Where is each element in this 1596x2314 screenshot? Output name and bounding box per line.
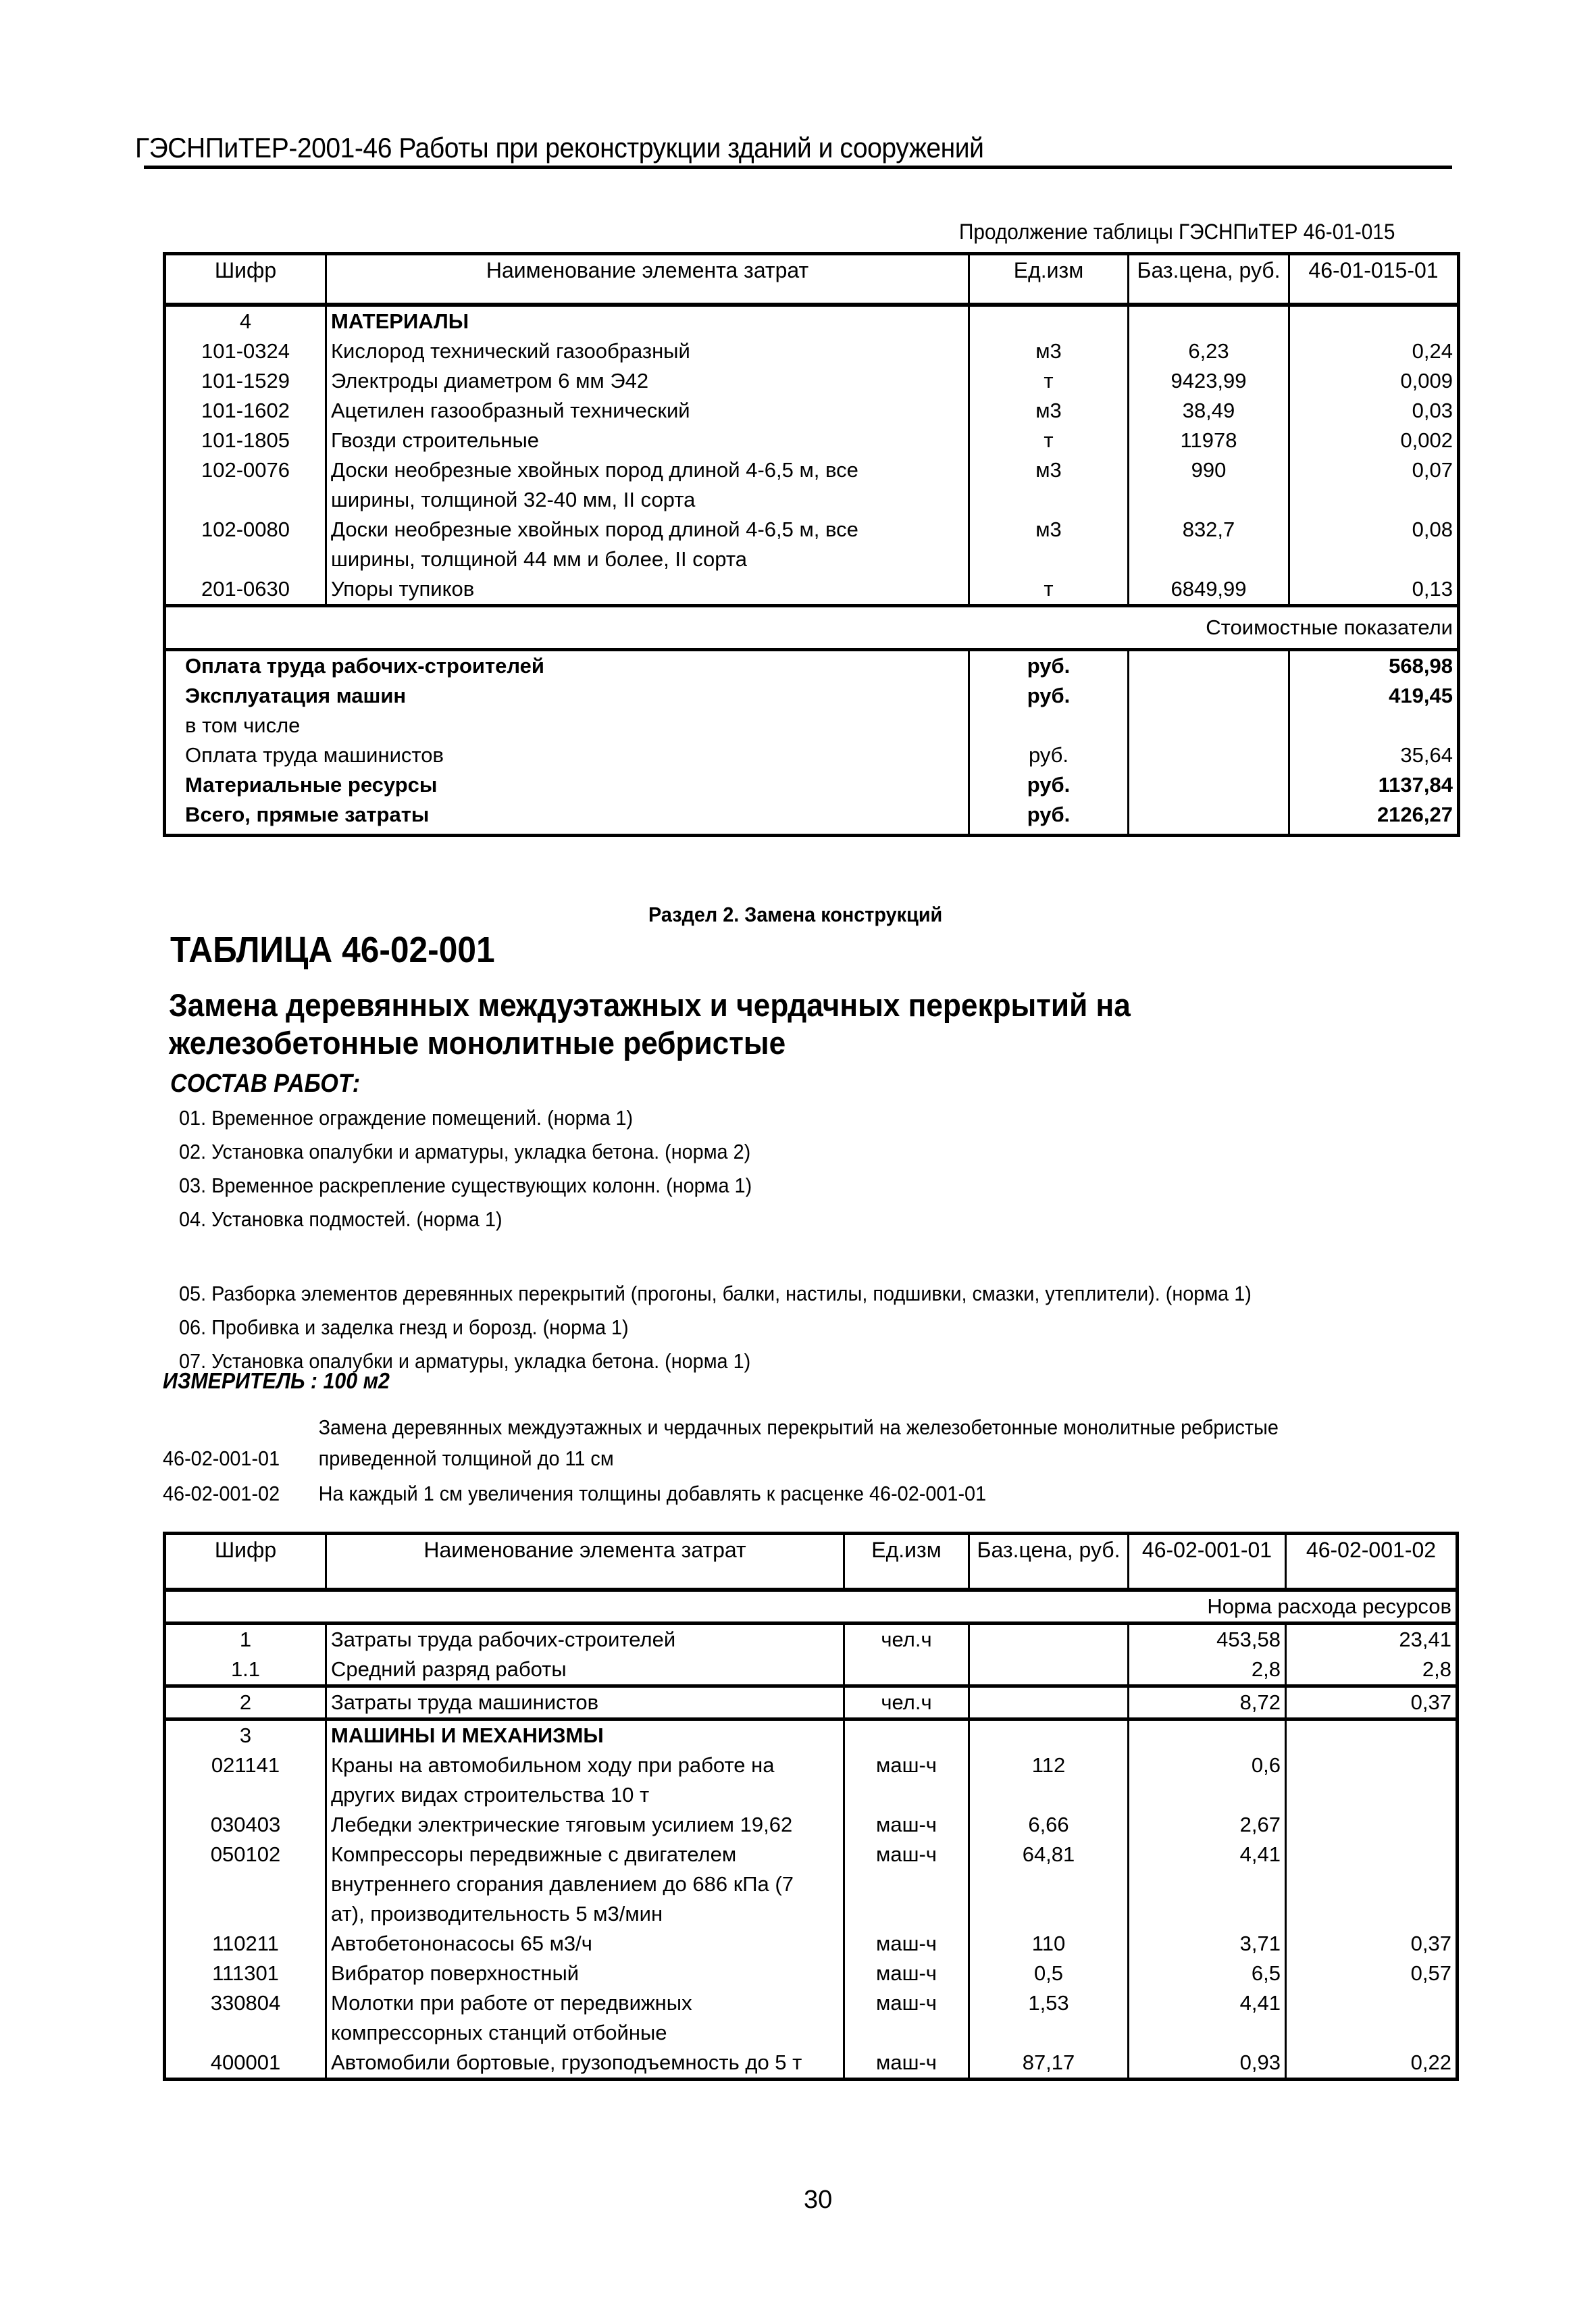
material-row (165, 336, 1459, 366)
row-name (326, 336, 969, 366)
machine-row (165, 1751, 1458, 1810)
row-value: 0,08 (1289, 515, 1459, 574)
row-unit: маш-ч (844, 1988, 969, 2048)
row-price: 990 (1129, 455, 1289, 515)
cost-unit: руб. (969, 800, 1129, 836)
row-value: 0,002 (1289, 426, 1459, 455)
row-name (326, 1988, 844, 2048)
cost-value: 419,45 (1289, 681, 1459, 711)
cost-value: 2126,27 (1289, 800, 1459, 836)
row-name-line2: ширины, толщиной 32-40 мм, II сорта (331, 488, 696, 511)
measure-unit (163, 1368, 390, 1394)
row-price: 64,81 (969, 1840, 1129, 1929)
row-price: 110 (969, 1929, 1129, 1959)
row-price: 38,49 (1129, 396, 1289, 426)
rate-definition (163, 1412, 1449, 1443)
material-row (165, 426, 1459, 455)
row-value-rate2: 0,37 (1286, 1686, 1458, 1719)
table-title: ТАБЛИЦА 46-02-001 (170, 930, 495, 970)
material-row (165, 515, 1459, 574)
row-value-rate1: 8,72 (1129, 1686, 1286, 1719)
work-item: 01. Временное ограждение помещений. (норма 1) (179, 1106, 634, 1130)
labor-row (165, 1655, 1458, 1686)
table-header-row (165, 1534, 1458, 1590)
row-code: 101-1602 (201, 399, 290, 422)
row-price: 6,66 (969, 1810, 1129, 1840)
machine-row (165, 2048, 1458, 2080)
row-value-rate1: 3,71 (1129, 1929, 1286, 1959)
work-title (169, 986, 1248, 1062)
col-header-rate: 46-01-015-01 (1289, 254, 1459, 305)
row-value-rate1: 2,67 (1129, 1810, 1286, 1840)
row-code: 1.1 (165, 1655, 326, 1686)
row-price: 6,23 (1129, 336, 1289, 366)
work-item: 06. Пробивка и заделка гнезд и борозд. (норма 1) (179, 1315, 629, 1339)
resource-norm-subheader: Норма расхода ресурсов (165, 1590, 1458, 1624)
row-code: 400001 (210, 2051, 281, 2074)
row-name-line: внутреннего сгорания давлением до 686 кПа (7 (331, 1872, 794, 1896)
row-price: 6849,99 (1129, 574, 1289, 606)
row-unit: т (969, 574, 1129, 606)
row-code: 030403 (210, 1813, 281, 1836)
col-header-code: Шифр (165, 254, 326, 305)
row-name-line2: ширины, толщиной 44 мм и более, II сорта (331, 547, 747, 571)
row-value-rate2: 0,37 (1286, 1929, 1458, 1959)
row-price (969, 1655, 1129, 1686)
cost-unit: руб. (969, 650, 1129, 682)
row-value-rate2: 23,41 (1286, 1624, 1458, 1655)
row-name-line: Краны на автомобильном ходу при работе на (331, 1753, 775, 1777)
cost-row (165, 650, 1459, 682)
row-value-rate1: 453,58 (1129, 1624, 1286, 1655)
work-composition-list (179, 1101, 1252, 1378)
col-header-unit: Ед.изм (844, 1534, 969, 1590)
row-code: 101-1805 (201, 428, 290, 452)
row-code: 2 (165, 1686, 326, 1719)
row-code: 111301 (212, 1961, 279, 1985)
cost-label: в том числе (185, 713, 301, 737)
row-name: Затраты труда рабочих-строителей (326, 1624, 844, 1655)
row-price (969, 1686, 1129, 1719)
rate-text-line1: Замена деревянных междуэтажных и чердачных перекрытий на железобетонные монолитные ребристые (318, 1415, 1279, 1439)
cost-value (1289, 711, 1459, 740)
row-name (326, 366, 969, 396)
row-unit: маш-ч (844, 1810, 969, 1840)
row-code: 101-0324 (201, 339, 290, 363)
rate-definition (163, 1443, 1449, 1474)
col-header-rate1: 46-02-001-01 (1129, 1534, 1286, 1590)
col-header-unit: Ед.изм (969, 254, 1129, 305)
row-name (326, 1929, 844, 1959)
col-header-rate2: 46-02-001-02 (1286, 1534, 1458, 1590)
row-name (326, 1810, 844, 1840)
row-unit: маш-ч (844, 1929, 969, 1959)
section-code: 3 (239, 1724, 252, 1747)
row-name-line: Компрессоры передвижные с двигателем (331, 1842, 737, 1866)
labor-row (165, 1686, 1458, 1719)
cost-label: Оплата труда машинистов (185, 743, 444, 767)
row-name-line: Лебедки электрические тяговым усилием 19,62 (331, 1813, 793, 1836)
work-item: 05. Разборка элементов деревянных перекрытий (прогоны, балки, настилы, подшивки, смазки, утеплители). (норма 1) (179, 1282, 1252, 1305)
row-price: 11978 (1129, 426, 1289, 455)
row-price: 0,5 (969, 1959, 1129, 1988)
row-unit: маш-ч (844, 1959, 969, 1988)
work-item: 04. Установка подмостей. (норма 1) (179, 1207, 503, 1231)
cost-unit: руб. (969, 681, 1129, 711)
material-row (165, 455, 1459, 515)
row-name-line: Автобетононасосы 65 м3/ч (331, 1932, 592, 1955)
cost-row (165, 740, 1459, 770)
row-name-line: Молотки при работе от передвижных (331, 1991, 692, 2015)
cost-label: Эксплуатация машин (185, 684, 407, 707)
row-name-line1: Кислород технический газообразный (331, 339, 690, 363)
work-title-line1: Замена деревянных междуэтажных и чердачных перекрытий на (169, 987, 1131, 1023)
row-unit: м3 (969, 396, 1129, 426)
material-row (165, 396, 1459, 426)
col-header-price: Баз.цена, руб. (969, 1534, 1129, 1590)
row-value-rate1: 4,41 (1129, 1840, 1286, 1929)
row-name-line: ат), производительность 5 м3/мин (331, 1902, 663, 1926)
cost-row (165, 770, 1459, 800)
row-code: 1 (239, 1628, 252, 1651)
row-name-line: компрессорных станций отбойные (331, 2021, 667, 2044)
row-price (969, 1624, 1129, 1655)
row-value-rate1: 2,8 (1129, 1655, 1286, 1686)
materials-last-row (165, 574, 1459, 606)
row-value-rate2 (1286, 1810, 1458, 1840)
row-unit: т (969, 366, 1129, 396)
subheader-row (165, 606, 1459, 650)
row-value-rate2: 2,8 (1286, 1655, 1458, 1686)
resource-norms-table (163, 1532, 1459, 2081)
row-unit: т (969, 426, 1129, 455)
row-value-rate2 (1286, 1988, 1458, 2048)
cost-row (165, 711, 1459, 740)
row-code: 102-0076 (201, 458, 290, 482)
row-unit: м3 (969, 515, 1129, 574)
row-value: 0,24 (1289, 336, 1459, 366)
row-name (326, 1840, 844, 1929)
running-header-title: ГЭСНПиТЕР-2001-46 Работы при реконструкции зданий и сооружений (135, 132, 984, 164)
rate-definition (163, 1478, 1449, 1509)
work-composition-label: СОСТАВ РАБОТ: (170, 1070, 361, 1098)
col-header-name: Наименование элемента затрат (326, 1534, 844, 1590)
cost-row (165, 681, 1459, 711)
row-name-line1: Доски необрезные хвойных пород длиной 4-6,5 м, все (331, 518, 858, 541)
row-value: 0,07 (1289, 455, 1459, 515)
row-unit: м3 (969, 336, 1129, 366)
row-name (326, 2048, 844, 2080)
row-unit: м3 (969, 455, 1129, 515)
rate-text-line1: На каждый 1 см увеличения толщины добавлять к расценке 46-02-001-01 (318, 1482, 987, 1505)
row-code: 201-0630 (165, 574, 326, 606)
row-unit: маш-ч (844, 1751, 969, 1810)
work-title-line2: железобетонные монолитные ребристые (169, 1025, 786, 1061)
row-unit (844, 1655, 969, 1686)
row-code: 102-0080 (201, 518, 290, 541)
row-name (326, 1959, 844, 1988)
header-rule (144, 166, 1452, 169)
row-unit: маш-ч (844, 2048, 969, 2080)
machine-row (165, 1959, 1458, 1988)
row-value: 0,03 (1289, 396, 1459, 426)
row-value: 0,009 (1289, 366, 1459, 396)
table-header-row (165, 254, 1459, 305)
rate-code: 46-02-001-01 (163, 1447, 280, 1470)
rate-text-line2: приведенной толщиной до 11 см (318, 1447, 614, 1470)
row-unit: маш-ч (844, 1840, 969, 1929)
work-item: 07. Установка опалубки и арматуры, укладка бетона. (норма 1) (179, 1349, 751, 1373)
row-price: 1,53 (969, 1988, 1129, 2048)
row-name (326, 396, 969, 426)
labor-row (165, 1624, 1458, 1655)
row-price: 112 (969, 1751, 1129, 1810)
work-item: 03. Временное раскрепление существующих колонн. (норма 1) (179, 1174, 752, 1197)
machine-row (165, 1929, 1458, 1959)
row-value-rate1: 6,5 (1129, 1959, 1286, 1988)
row-name (326, 426, 969, 455)
measure-label: ИЗМЕРИТЕЛЬ : (163, 1368, 318, 1393)
row-name-line1: Доски необрезные хвойных пород длиной 4-6,5 м, все (331, 458, 858, 482)
col-header-name: Наименование элемента затрат (326, 254, 969, 305)
row-value-rate2: 0,22 (1286, 2048, 1458, 2080)
cost-unit: руб. (969, 740, 1129, 770)
section-title: Раздел 2. Замена конструкций (648, 903, 943, 926)
row-value: 0,13 (1289, 574, 1459, 606)
row-value-rate2: 0,57 (1286, 1959, 1458, 1988)
row-value-rate2 (1286, 1840, 1458, 1929)
machine-row (165, 1810, 1458, 1840)
cost-value: 35,64 (1289, 740, 1459, 770)
row-code: 110211 (212, 1932, 279, 1955)
row-name-line: других видах строительства 10 т (331, 1783, 650, 1807)
cost-label: Оплата труда рабочих-строителей (185, 654, 544, 678)
section-row (165, 305, 1459, 336)
row-value-rate1: 0,6 (1129, 1751, 1286, 1810)
row-name (326, 515, 969, 574)
machine-row (165, 1988, 1458, 2048)
row-code: 021141 (211, 1753, 280, 1777)
table-continuation-label: Продолжение таблицы ГЭСНПиТЕР 46-01-015 (959, 220, 1395, 244)
cost-value: 568,98 (1289, 650, 1459, 682)
measure-value: 100 м2 (323, 1368, 390, 1393)
section-row (165, 1719, 1458, 1751)
row-code: 330804 (210, 1991, 281, 2015)
row-code: 101-1529 (201, 369, 290, 393)
material-row (165, 366, 1459, 396)
row-name (326, 1751, 844, 1810)
cost-label: Всего, прямые затраты (185, 803, 430, 826)
row-unit: чел.ч (844, 1624, 969, 1655)
cost-unit (969, 711, 1129, 740)
subheader-row (165, 1590, 1458, 1624)
row-value-rate1: 0,93 (1129, 2048, 1286, 2080)
row-price: 9423,99 (1129, 366, 1289, 396)
cost-value: 1137,84 (1289, 770, 1459, 800)
cost-unit: руб. (969, 770, 1129, 800)
work-item: 02. Установка опалубки и арматуры, укладка бетона. (норма 2) (179, 1140, 751, 1163)
row-name-line1: Гвозди строительные (331, 428, 540, 452)
section-name: МАТЕРИАЛЫ (326, 305, 969, 336)
row-value-rate2 (1286, 1751, 1458, 1810)
row-price: 87,17 (969, 2048, 1129, 2080)
row-name: Упоры тупиков (326, 574, 969, 606)
col-header-code: Шифр (165, 1534, 326, 1590)
machine-row (165, 1840, 1458, 1929)
col-header-price: Баз.цена, руб. (1129, 254, 1289, 305)
row-unit: чел.ч (844, 1686, 969, 1719)
row-name-line1: Ацетилен газообразный технический (331, 399, 690, 422)
row-name: Средний разряд работы (326, 1655, 844, 1686)
row-name-line: Автомобили бортовые, грузоподъемность до 5 т (331, 2051, 802, 2074)
cost-row (165, 800, 1459, 836)
row-value-rate1: 4,41 (1129, 1988, 1286, 2048)
section-name: МАШИНЫ И МЕХАНИЗМЫ (326, 1719, 844, 1751)
page-number: 30 (804, 2186, 833, 2214)
materials-cost-table (163, 252, 1460, 837)
cost-indicators-subheader: Стоимостные показатели (165, 606, 1459, 650)
row-price: 832,7 (1129, 515, 1289, 574)
rate-code: 46-02-001-02 (163, 1482, 280, 1505)
row-code: 050102 (210, 1842, 281, 1866)
row-name-line1: Электроды диаметром 6 мм Э42 (331, 369, 649, 393)
row-name (326, 455, 969, 515)
rate-definitions (163, 1412, 1449, 1509)
row-name: Затраты труда машинистов (326, 1686, 844, 1719)
cost-label: Материальные ресурсы (185, 773, 438, 797)
row-name-line: Вибратор поверхностный (331, 1961, 580, 1985)
section-code: 4 (239, 309, 252, 333)
